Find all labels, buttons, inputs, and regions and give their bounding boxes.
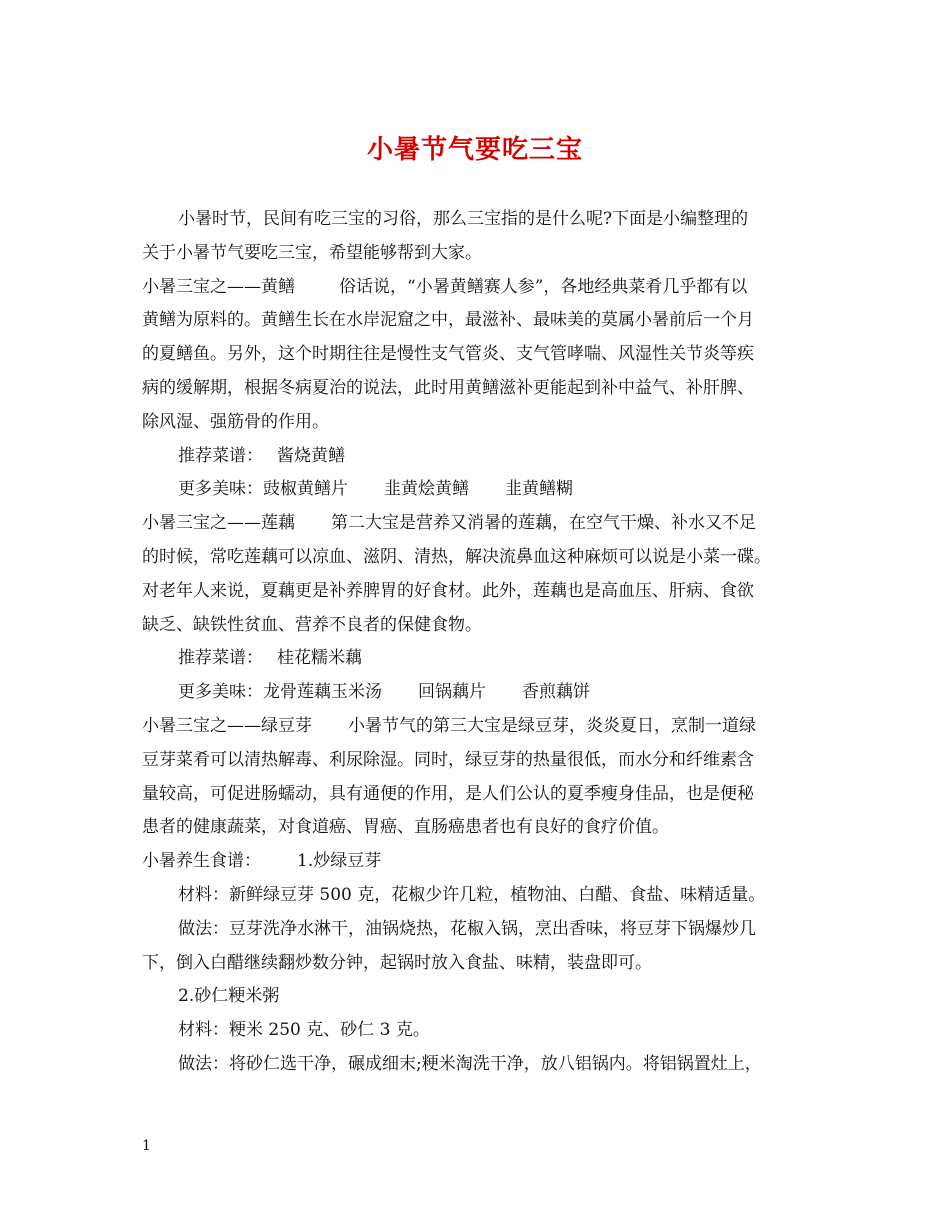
recipe-line [142, 642, 832, 676]
dish-name: 韭黄鳝糊 [505, 479, 573, 500]
dish-name: 香煎藕饼 [522, 682, 590, 703]
text-segment: 小暑节气的第三大宝是绿豆芽，炎炎夏日，烹制一道绿 [348, 715, 756, 736]
page-number: 1 [142, 1138, 151, 1154]
text-line: 的时候，常吃莲藕可以凉血、滋阴、清热，解决流鼻血这种麻烦可以说是小菜一碟。 [142, 546, 771, 567]
recipe-label: 推荐菜谱： [178, 445, 263, 466]
recipe-label: 推荐菜谱： [178, 648, 263, 669]
recipe-name: 桂花糯米藕 [277, 648, 362, 669]
section-heading-line [142, 507, 832, 541]
more-dishes-label: 更多美味：豉椒黄鳝片 [178, 479, 348, 500]
text-line: 豆芽菜肴可以清热解毒、利尿除湿。同时，绿豆芽的热量很低，而水分和纤维素含 [142, 749, 754, 770]
ingredients-line: 材料：粳米 250 克、砂仁 3 克。 [178, 1020, 430, 1041]
section-heading: 小暑三宝之——莲藕 [142, 513, 295, 534]
more-dishes-line [142, 473, 832, 507]
text-line: 小暑时节，民间有吃三宝的习俗，那么三宝指的是什么呢?下面是小编整理的 [178, 209, 749, 229]
section-heading-line [142, 271, 832, 305]
text-segment: 第二大宝是营养又消暑的莲藕，在空气干燥、补水又不足 [331, 513, 756, 534]
recipe-section-label: 小暑养生食谱： [142, 851, 261, 872]
text-line: 关于小暑节气要吃三宝，希望能够帮到大家。 [142, 242, 482, 263]
recipe-heading-line [142, 845, 832, 879]
text-line: 对老年人来说，夏藕更是补养脾胃的好食材。此外，莲藕也是高血压、肝病、食欲 [142, 580, 754, 601]
document-body [142, 203, 832, 1082]
text-line: 缺乏、缺铁性贫血、营养不良者的保健食物。 [142, 614, 482, 635]
section-heading: 小暑三宝之——黄鳝 [142, 276, 295, 297]
section-heading-line [142, 710, 832, 744]
document-title: 小暑节气要吃三宝 [366, 135, 583, 165]
method-line: 做法：豆芽洗净水淋干，油锅烧热，花椒入锅，烹出香味，将豆芽下锅爆炒几 [178, 918, 756, 939]
recipe-name: 酱烧黄鳝 [277, 445, 345, 466]
text-line: 患者的健康蔬菜，对食道癌、胃癌、直肠癌患者也有良好的食疗价值。 [142, 817, 669, 838]
ingredients-line: 材料：新鲜绿豆芽 500 克，花椒少许几粒，植物油、白醋、食盐、味精适量。 [178, 884, 766, 905]
text-line: 除风湿、强筋骨的作用。 [142, 411, 329, 432]
text-segment: 俗话说，“小暑黄鳝赛人参”，各地经典菜肴几乎都有以 [339, 276, 748, 297]
recipe-line [142, 440, 832, 474]
text-line: 的夏鳝鱼。另外，这个时期往往是慢性支气管炎、支气管哮喘、风湿性关节炎等疾 [142, 344, 754, 365]
more-dishes-line [142, 676, 832, 710]
text-line: 下，倒入白醋继续翻炒数分钟，起锅时放入食盐、味精，装盘即可。 [142, 952, 652, 973]
section-heading: 小暑三宝之——绿豆芽 [142, 715, 312, 736]
text-line: 病的缓解期，根据冬病夏治的说法，此时用黄鳝滋补更能起到补中益气、补肝脾、 [142, 377, 754, 398]
text-line: 黄鳝为原料的。黄鳝生长在水岸泥窟之中，最滋补、最味美的莫属小暑前后一个月 [142, 310, 754, 331]
recipe-title: 2.砂仁粳米粥 [178, 986, 280, 1007]
dish-name: 回锅藕片 [418, 682, 486, 703]
more-dishes-label: 更多美味：龙骨莲藕玉米汤 [178, 682, 382, 703]
recipe-title: 1.炒绿豆芽 [297, 851, 382, 872]
text-line: 量较高，可促进肠蠕动，具有通便的作用，是人们公认的夏季瘦身佳品，也是便秘 [142, 783, 754, 804]
dish-name: 韭黄烩黄鳝 [384, 479, 469, 500]
method-line: 做法：将砂仁选干净，碾成细末;粳米淘洗干净，放八铝锅内。将铝锅置灶上， [178, 1053, 762, 1074]
